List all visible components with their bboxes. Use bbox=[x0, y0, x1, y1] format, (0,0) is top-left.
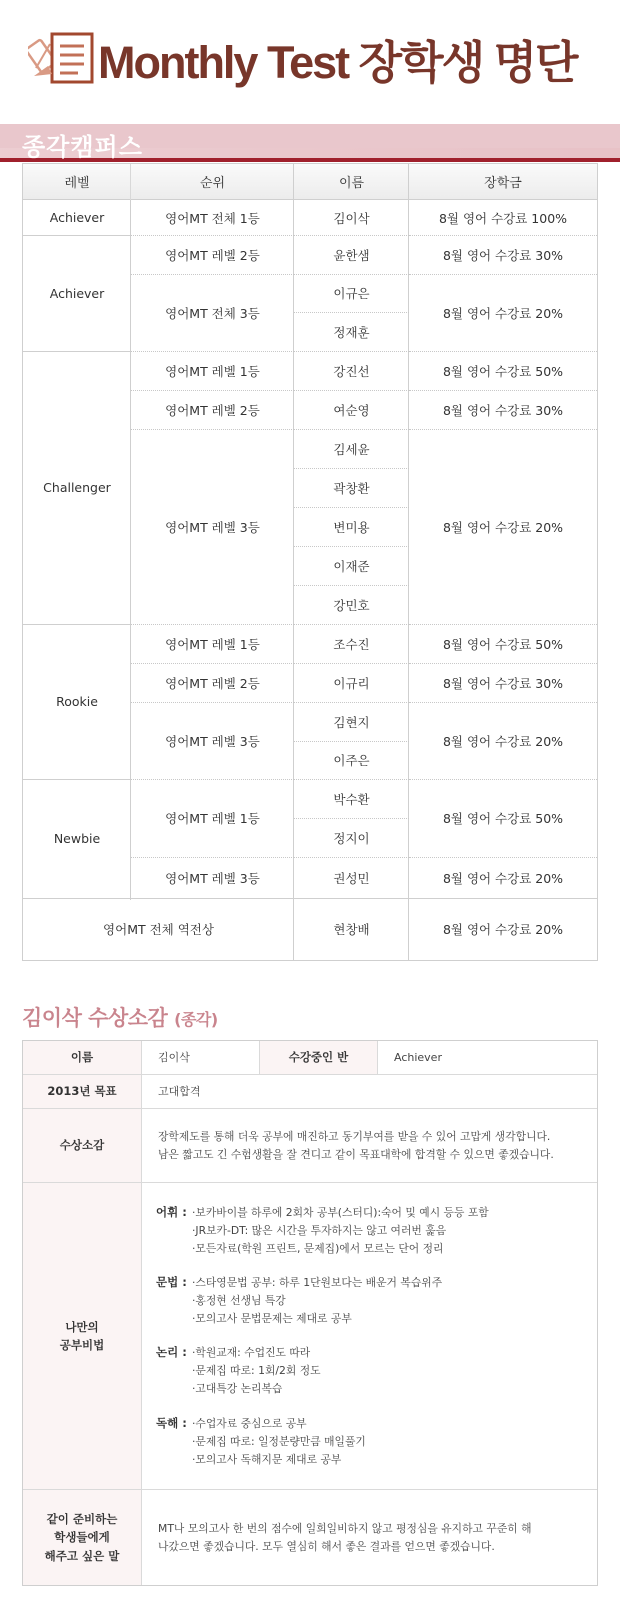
advice-text bbox=[142, 1490, 597, 1585]
testimonial-title-text: 김이삭 수상소감 bbox=[22, 1006, 168, 1030]
student-name: 박수환 bbox=[333, 791, 370, 807]
student-name: 조수진 bbox=[333, 636, 370, 652]
student-name: 권성민 bbox=[333, 870, 370, 886]
student-name: 정재훈 bbox=[333, 324, 370, 340]
column-header-level: 레벨 bbox=[23, 164, 131, 200]
page-title: Monthly Test 장학생 명단 bbox=[98, 37, 577, 88]
student-name: 현창배 bbox=[333, 922, 370, 937]
rank-cell: 영어MT 레벨 1등 bbox=[165, 636, 260, 652]
level-cell: Rookie bbox=[56, 694, 98, 709]
page-header bbox=[0, 0, 620, 120]
method-line: ·JR보카-DT: 많은 시간을 투자하지는 않고 여러번 훑음 bbox=[192, 1224, 447, 1237]
method-line: ·고대특강 논리복습 bbox=[192, 1382, 283, 1395]
level-cell: Newbie bbox=[53, 831, 101, 846]
scholarship-table bbox=[22, 163, 598, 961]
scholarship-cell: 8월 영어 수강료 50% bbox=[442, 363, 564, 379]
column-header-name: 이름 bbox=[294, 164, 409, 200]
method-content bbox=[142, 1183, 597, 1489]
method-label-line: 나만의 bbox=[65, 1319, 99, 1334]
method-section-label: 독해 : bbox=[156, 1416, 187, 1430]
speech-label: 수상소감 bbox=[23, 1109, 141, 1182]
student-name: 김현지 bbox=[333, 714, 370, 730]
class-value: Achiever bbox=[394, 1050, 442, 1064]
rank-cell: 영어MT 전체 3등 bbox=[165, 305, 260, 321]
testimonial-table bbox=[22, 1040, 598, 1586]
scholarship-cell: 8월 영어 수강료 30% bbox=[442, 675, 564, 691]
rank-cell: 영어MT 레벨 2등 bbox=[165, 247, 260, 263]
speech-line: 남은 짧고도 긴 수험생활을 잘 견디고 같이 목표대학에 합격할 수 있으면 좋겠습니다. bbox=[158, 1147, 554, 1161]
campus-name: 종각캠퍼스 bbox=[22, 133, 143, 161]
scholarship-cell: 8월 영어 수강료 20% bbox=[442, 733, 564, 749]
student-name: 강진선 bbox=[333, 363, 370, 379]
level-cell: Achiever bbox=[49, 210, 105, 225]
student-name: 강민호 bbox=[333, 597, 370, 613]
method-section-label: 문법 : bbox=[156, 1275, 187, 1289]
rank-cell: 영어MT 레벨 3등 bbox=[165, 733, 260, 749]
student-name: 윤한샘 bbox=[333, 247, 370, 263]
scholarship-cell: 8월 영어 수강료 20% bbox=[442, 870, 564, 886]
column-header-scholarship: 장학금 bbox=[409, 164, 597, 200]
student-name: 곽창환 bbox=[333, 480, 370, 496]
advice-label-line: 학생들에게 bbox=[54, 1530, 110, 1545]
name-label: 이름 bbox=[23, 1041, 141, 1074]
student-name: 이재준 bbox=[333, 558, 370, 574]
scholarship-cell: 8월 영어 수강료 50% bbox=[442, 811, 564, 826]
method-line: ·문제집 따로: 일정분량만큼 매일풀기 bbox=[192, 1435, 366, 1448]
rank-cell: 영어MT 레벨 3등 bbox=[165, 870, 260, 886]
student-name: 김세윤 bbox=[333, 441, 370, 457]
method-section-label: 논리 : bbox=[156, 1345, 187, 1359]
campus-banner bbox=[0, 124, 620, 162]
rank-cell: 영어MT 레벨 2등 bbox=[165, 675, 260, 691]
name-value: 김이삭 bbox=[158, 1050, 190, 1064]
method-section-label: 어휘 : bbox=[156, 1205, 187, 1219]
advice-label-line: 같이 준비하는 bbox=[46, 1511, 118, 1526]
goal-label: 2013년 목표 bbox=[23, 1075, 141, 1108]
student-name: 변미용 bbox=[333, 519, 370, 535]
advice-line: MT나 모의고사 한 번의 점수에 일희일비하지 않고 평정심을 유지하고 꾸준히 해 bbox=[158, 1522, 532, 1536]
testimonial-title bbox=[22, 1002, 218, 1032]
method-label bbox=[23, 1183, 141, 1489]
level-cell: Challenger bbox=[43, 480, 111, 495]
student-name: 이규리 bbox=[333, 675, 370, 691]
scroll-document-icon bbox=[28, 28, 100, 88]
scholarship-cell: 8월 영어 수강료 100% bbox=[438, 210, 568, 226]
testimonial-title-campus: (종각) bbox=[174, 1010, 218, 1029]
method-line: ·모든자료(학원 프린트, 문제집)에서 모르는 단어 정리 bbox=[192, 1242, 444, 1255]
method-line: ·모의고사 문법문제는 제대로 공부 bbox=[192, 1312, 352, 1325]
student-name: 여순영 bbox=[333, 402, 370, 418]
level-cell: Achiever bbox=[49, 285, 105, 301]
scholarship-cell: 8월 영어 수강료 30% bbox=[442, 247, 564, 263]
rank-cell: 영어MT 레벨 1등 bbox=[165, 811, 260, 826]
scholarship-cell: 8월 영어 수강료 20% bbox=[442, 305, 564, 321]
method-label-line: 공부비법 bbox=[59, 1338, 105, 1352]
student-name: 이규은 bbox=[333, 286, 370, 301]
advice-label bbox=[23, 1490, 141, 1585]
rank-cell: 영어MT 전체 1등 bbox=[165, 210, 260, 226]
rank-cell-special-award: 영어MT 전체 역전상 bbox=[103, 922, 214, 937]
method-line: ·수업자료 중심으로 공부 bbox=[192, 1417, 307, 1430]
speech-line: 장학제도를 통해 더욱 공부에 매진하고 동기부여를 받을 수 있어 고맙게 생각합니다. bbox=[158, 1130, 551, 1144]
scholarship-cell: 8월 영어 수강료 20% bbox=[442, 519, 564, 535]
method-line: ·스타영문법 공부: 하루 1단원보다는 배운거 복습위주 bbox=[192, 1276, 443, 1289]
method-line: ·홍정현 선생님 특강 bbox=[192, 1294, 286, 1307]
student-name: 정지이 bbox=[333, 830, 370, 846]
goal-value: 고대합격 bbox=[158, 1084, 201, 1098]
method-line: ·보카바이블 하루에 2회차 공부(스터디):숙어 및 예시 등등 포함 bbox=[192, 1206, 489, 1219]
scholarship-cell: 8월 영어 수강료 50% bbox=[442, 636, 564, 652]
method-line: ·학원교재: 수업진도 따라 bbox=[192, 1346, 311, 1359]
scholarship-cell: 8월 영어 수강료 20% bbox=[442, 922, 564, 937]
column-header-rank: 순위 bbox=[131, 164, 294, 200]
student-name: 이주은 bbox=[333, 753, 370, 768]
method-line: ·문제집 따로: 1회/2회 정도 bbox=[192, 1364, 321, 1377]
rank-cell: 영어MT 레벨 1등 bbox=[165, 363, 260, 379]
speech-text bbox=[142, 1109, 597, 1182]
advice-label-line: 해주고 싶은 말 bbox=[44, 1548, 120, 1563]
rank-cell: 영어MT 레벨 2등 bbox=[165, 402, 260, 418]
advice-line: 나갔으면 좋겠습니다. 모두 열심히 해서 좋은 결과를 얻으면 좋겠습니다. bbox=[158, 1539, 495, 1553]
rank-cell: 영어MT 레벨 3등 bbox=[165, 519, 260, 535]
class-label: 수강중인 반 bbox=[260, 1041, 377, 1074]
method-line: ·모의고사 독해지문 제대로 공부 bbox=[192, 1453, 342, 1466]
scholarship-cell: 8월 영어 수강료 30% bbox=[442, 402, 564, 418]
student-name: 김이삭 bbox=[333, 210, 370, 226]
